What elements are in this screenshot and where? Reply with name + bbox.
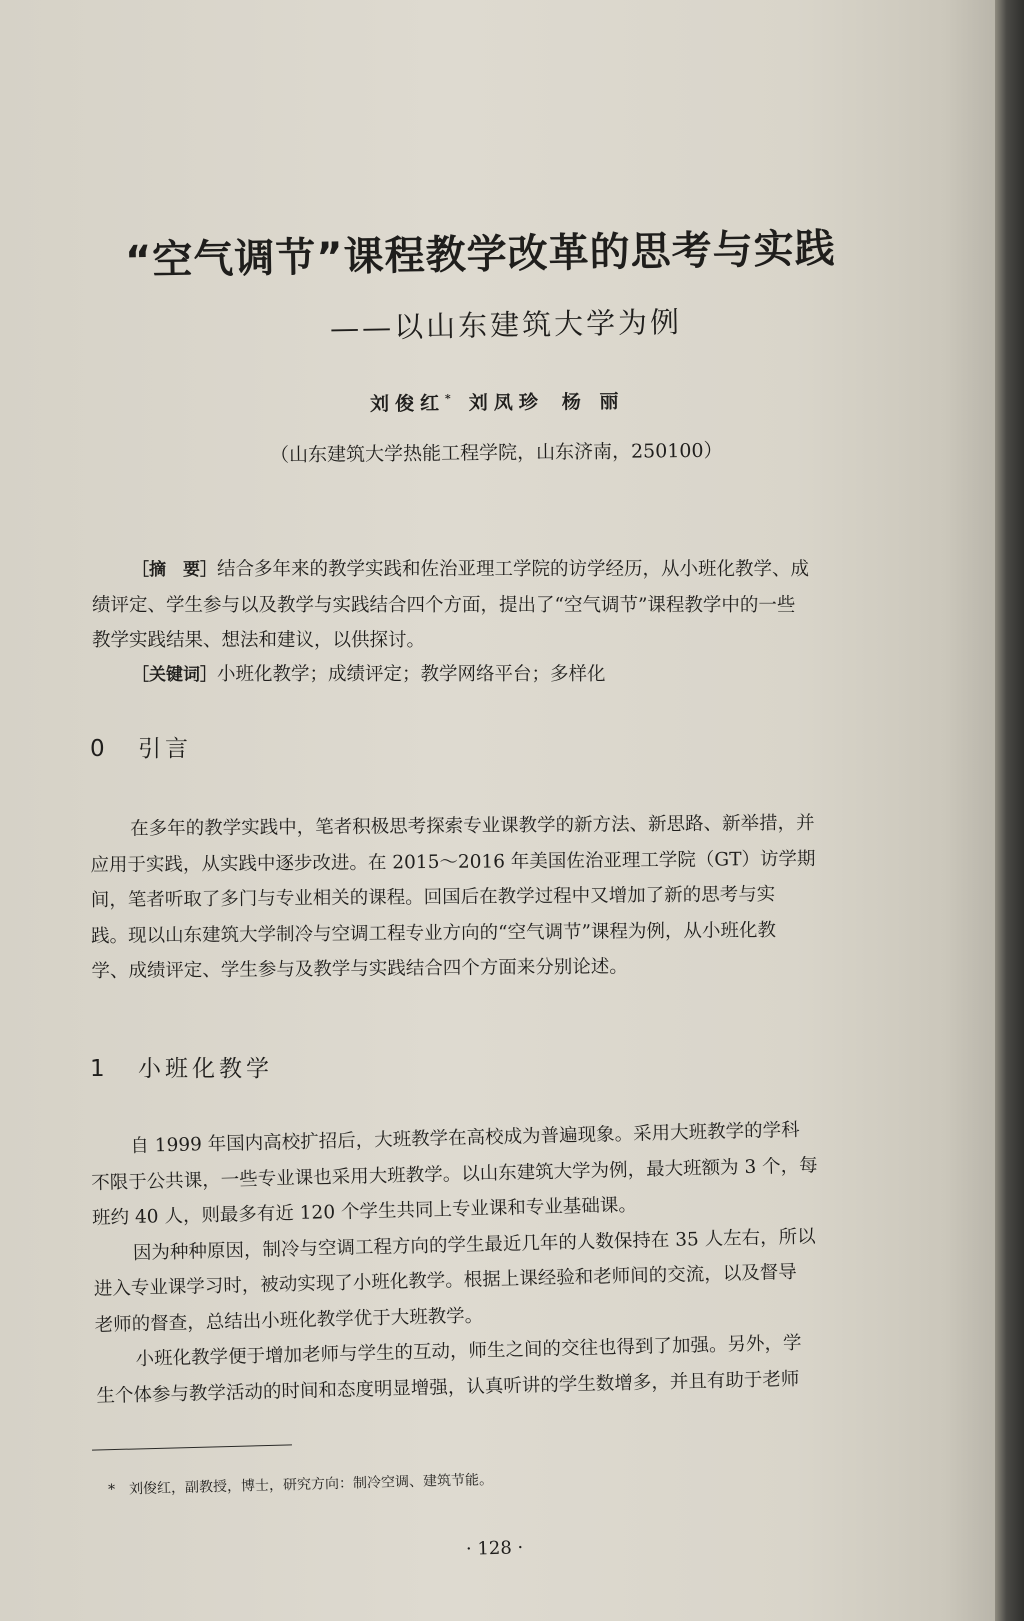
author-name: 刘俊红 bbox=[369, 392, 446, 416]
paragraph-line: 间，笔者听取了多门与专业相关的课程。回国后在教学过程中又增加了新的思考与实 bbox=[90, 884, 776, 911]
paragraph-line: 因为种种原因，制冷与空调工程方向的学生最近几年的人数保持在 35 人左右，所以 bbox=[132, 1225, 816, 1264]
section-title: 引言 bbox=[138, 736, 192, 762]
paragraph-line: 践。现以山东建筑大学制冷与空调工程专业方向的“空气调节”课程为例，从小班化教 bbox=[90, 919, 777, 947]
keywords-label: ［关键词］ bbox=[132, 665, 217, 685]
page-number: · 128 · bbox=[465, 1537, 524, 1560]
book-spine-shadow bbox=[995, 0, 1024, 1621]
abstract-line: 教学实践结果、想法和建议，以供探讨。 bbox=[92, 630, 426, 651]
keywords-text: 小班化教学；成绩评定；教学网络平台；多样化 bbox=[217, 664, 606, 685]
footnote-divider bbox=[92, 1444, 292, 1450]
section-number: 1 bbox=[90, 1056, 109, 1082]
section-number: 0 bbox=[90, 736, 109, 762]
paragraph-line: 班约 40 人，则最多有近 120 个学生共同上专业课和专业基础课。 bbox=[91, 1194, 638, 1229]
paragraph-line: 自 1999 年国内高校扩招后，大班教学在高校成为普遍现象。采用大班教学的学科 bbox=[130, 1119, 800, 1158]
author-list bbox=[370, 387, 625, 417]
section-title: 小班化教学 bbox=[138, 1056, 273, 1082]
introduction-paragraph bbox=[90, 804, 972, 989]
author-footnote-mark: * bbox=[444, 392, 451, 406]
article-subtitle: ——以山东建筑大学为例 bbox=[329, 304, 683, 346]
paragraph-line: 生个体参与教学活动的时间和态度明显增强，认真听讲的学生数增多，并且有助于老师 bbox=[96, 1368, 800, 1407]
show-through-texture bbox=[80, 40, 960, 160]
paragraph-line: 应用于实践，从实践中逐步改进。在 2015～2016 年美国佐治亚理工学院（GT）访学期 bbox=[90, 848, 816, 876]
paragraph-line: 不限于公共课，一些专业课也采用大班教学。以山东建筑大学为例，最大班额为 3 个，每 bbox=[91, 1154, 818, 1194]
paragraph-line: 在多年的教学实践中，笔者积极思考探索专业课教学的新方法、新思路、新举措，并 bbox=[130, 812, 815, 840]
paragraph-line: 进入专业课学习时，被动实现了小班化教学。根据上课经验和老师间的交流，以及督导 bbox=[93, 1261, 797, 1300]
author-name: 杨 丽 bbox=[561, 390, 625, 414]
paragraph-line: 老师的督查，总结出小班化教学优于大班教学。 bbox=[94, 1304, 484, 1336]
paragraph-line: 学、成绩评定、学生参与及教学与实践结合四个方面来分别论述。 bbox=[91, 956, 628, 982]
keywords bbox=[132, 660, 952, 686]
paragraph-line: 小班化教学便于增加老师与学生的互动，师生之间的交往也得到了加强。另外，学 bbox=[135, 1332, 802, 1370]
small-class-paragraph bbox=[90, 1108, 977, 1413]
section-heading-small-class bbox=[90, 1050, 273, 1083]
abstract-label: ［摘 要］ bbox=[132, 560, 217, 580]
section-heading-introduction bbox=[90, 730, 192, 763]
author-name: 刘凤珍 bbox=[468, 391, 544, 415]
author-footnote: * 刘俊红，副教授，博士，研究方向：制冷空调、建筑节能。 bbox=[107, 1471, 494, 1499]
article-title: “空气调节”课程教学改革的思考与实践 bbox=[124, 225, 836, 285]
author-affiliation: （山东建筑大学热能工程学院，山东济南，250100） bbox=[269, 439, 723, 467]
abstract bbox=[92, 552, 954, 658]
abstract-line: 结合多年来的教学实践和佐治亚理工学院的访学经历，从小班化教学、成 bbox=[217, 559, 810, 580]
abstract-line: 绩评定、学生参与以及教学与实践结合四个方面，提出了“空气调节”课程教学中的一些 bbox=[92, 595, 796, 616]
